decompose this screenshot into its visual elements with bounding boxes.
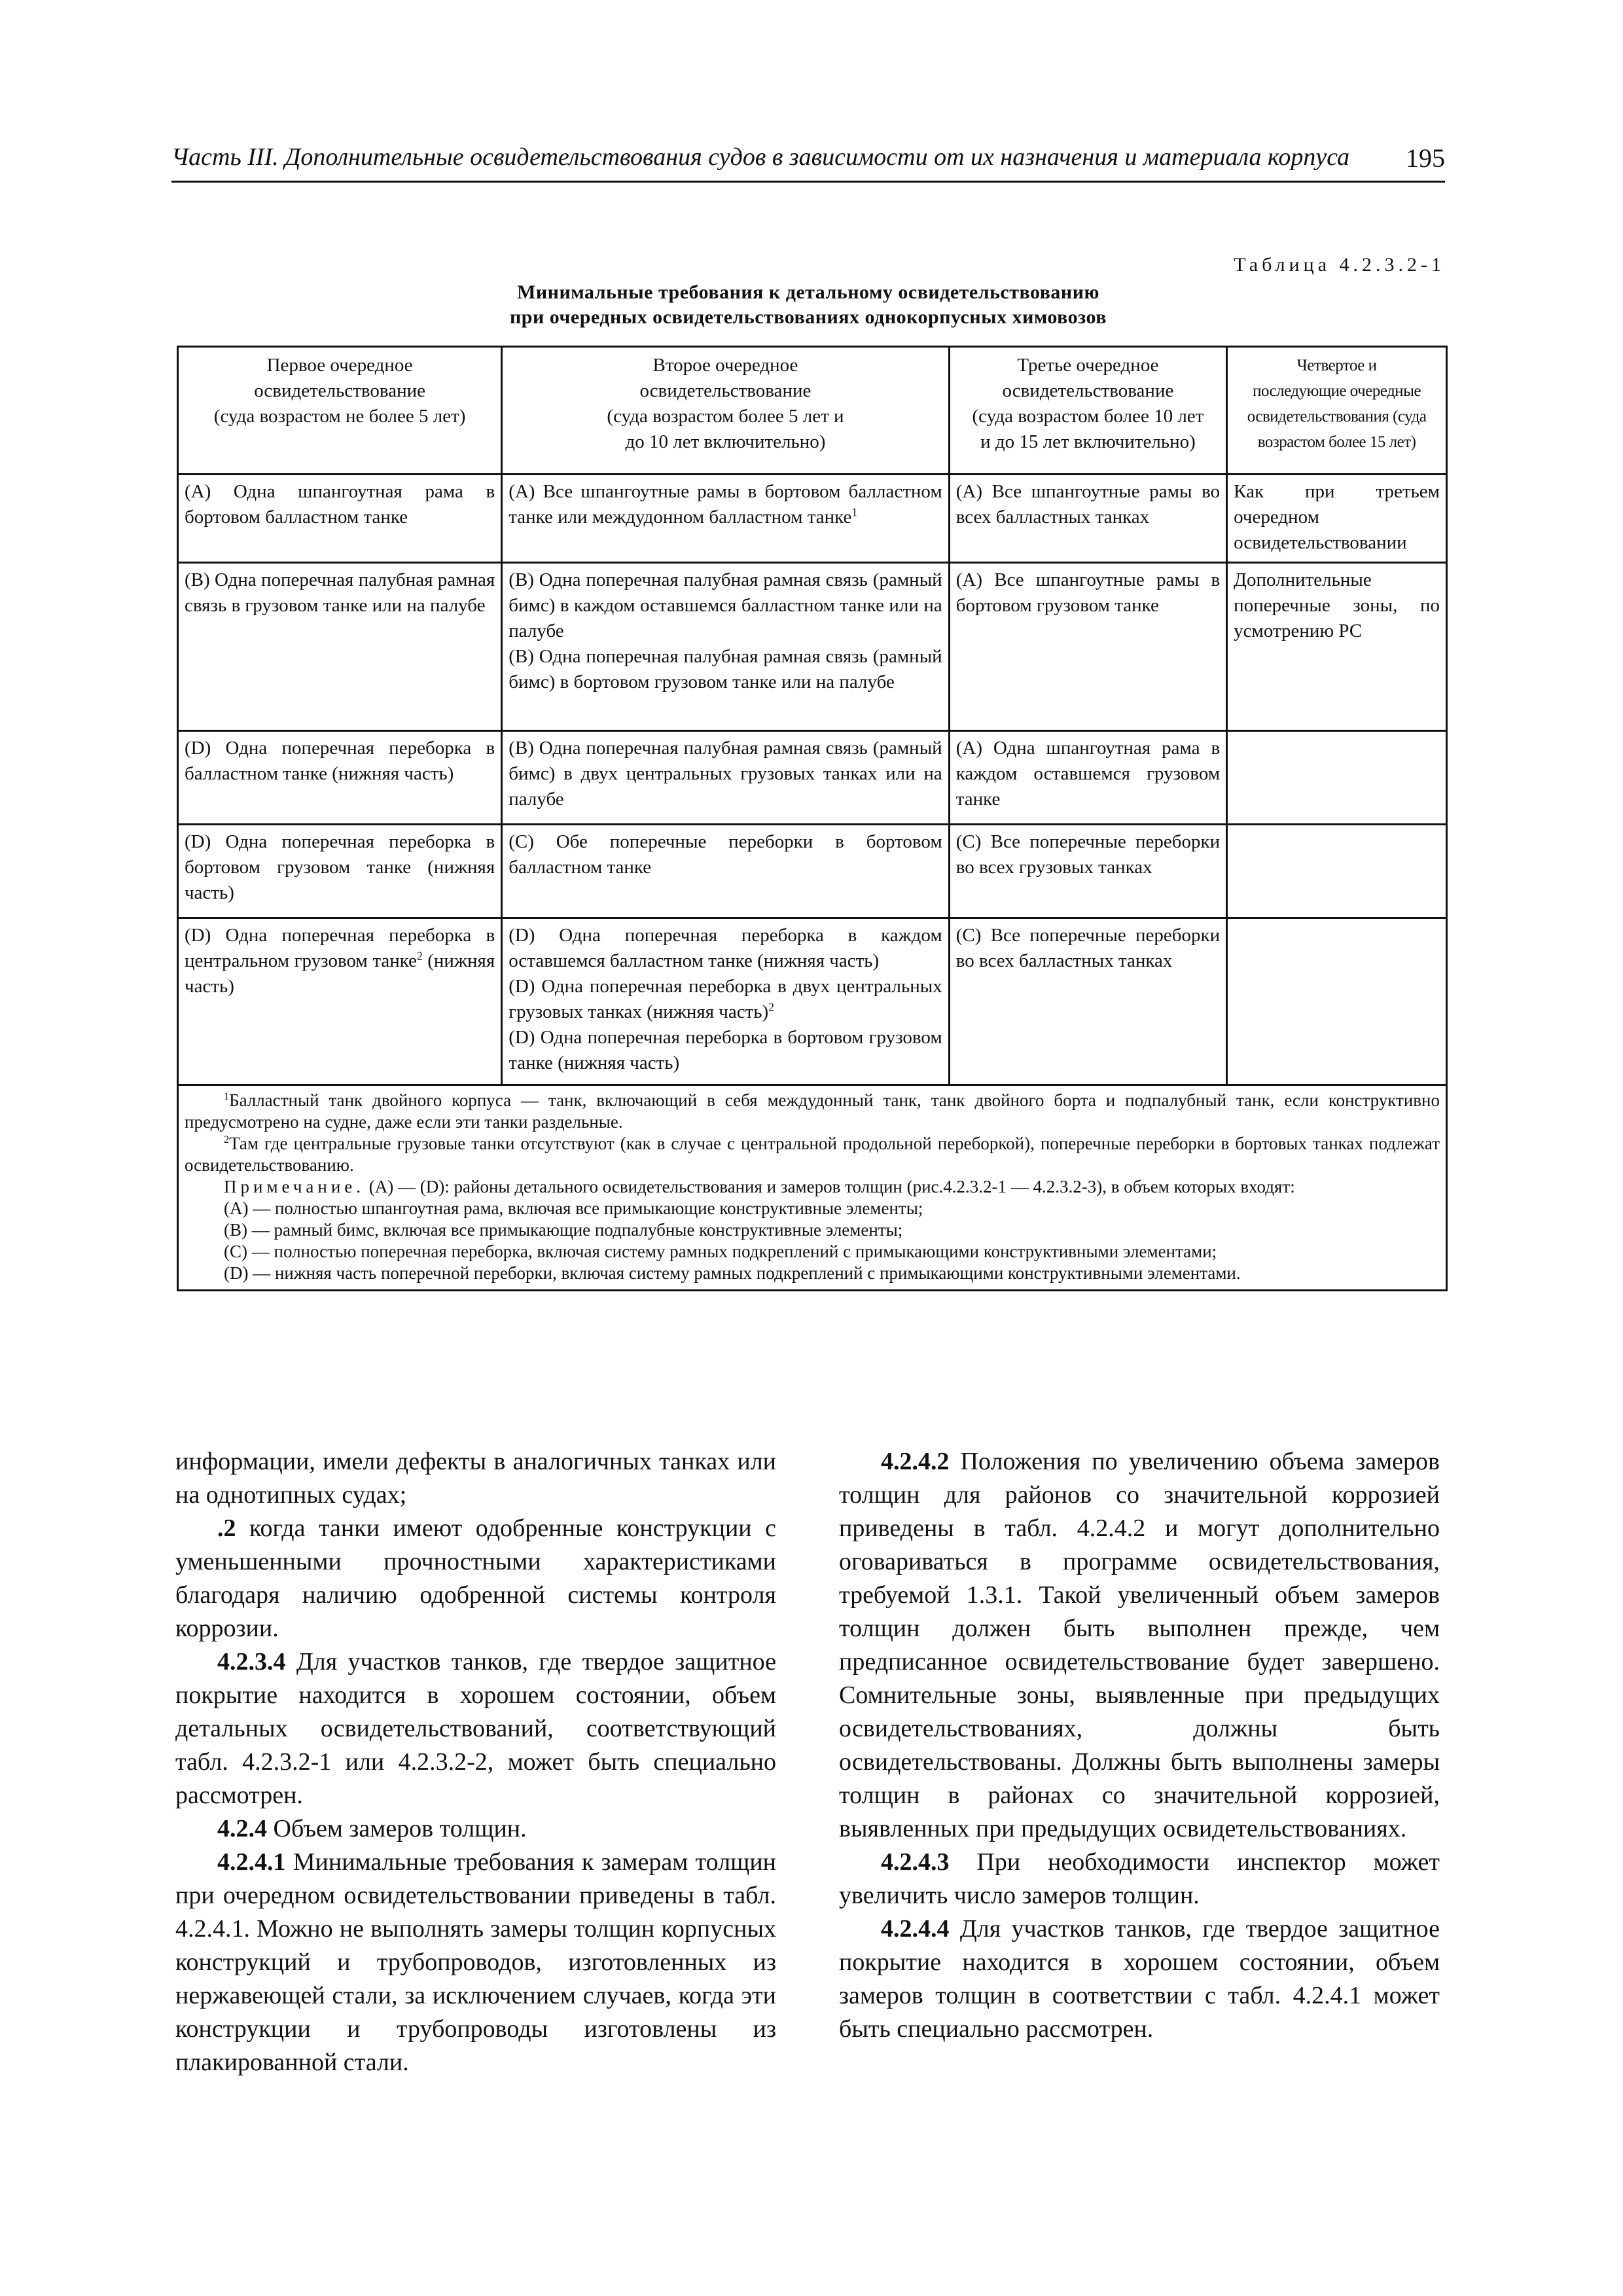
paragraph-text: Минимальные требования к замерам толщин при очередном освидетельствовании приведены в табл. 4.2.4.1. Можно не выполнять замеры толщин корпусных конструкций и трубопроводов, изготовленных из нержавеющей стали, за исключением случаев, когда эти конструкции и трубопроводы изготовлены из плакированной стали. xyxy=(175,1848,776,2076)
footnote-ref: 2 xyxy=(768,1000,774,1014)
table-cell xyxy=(502,825,950,918)
paragraph-text: когда танки имеют одобренные конструкции с уменьшенными прочностными характеристиками благодаря наличию одобренной системы контроля коррозии. xyxy=(175,1515,776,1642)
remark-item-a: (A) — полностью шпангоутная рама, включая все примыкающие конструктивные элементы; xyxy=(224,1198,923,1218)
paragraph xyxy=(175,1846,776,2079)
table-cell xyxy=(949,475,1226,563)
table-row xyxy=(178,918,1447,1085)
header-fourth-survey xyxy=(1227,347,1447,475)
header-line: освидетельствование xyxy=(639,380,812,401)
cell-text: (C) Обе поперечные переборки в бортовом балластном танке xyxy=(508,831,942,878)
page-number: 195 xyxy=(1406,143,1445,173)
header-line: Третье очередное xyxy=(1017,355,1159,376)
table-row xyxy=(178,563,1447,731)
table-cell xyxy=(949,731,1226,825)
table-cell xyxy=(1227,475,1447,563)
cell-text xyxy=(185,923,495,999)
footnote-mark: 2 xyxy=(224,1134,230,1145)
header-line: освидетельствования (суда xyxy=(1247,408,1427,425)
cell-text: Как при третьем очередном освидетельствовании xyxy=(1234,481,1440,553)
table-cell xyxy=(178,475,502,563)
table-cell xyxy=(502,475,950,563)
paragraph-number: .2 xyxy=(217,1515,236,1542)
cell-text: (A) Одна шпангоутная рама в каждом оставшемся грузовом танке xyxy=(955,738,1221,810)
cell-text-span: (D) Одна поперечная переборка в двух центральных грузовых танках (нижняя часть) xyxy=(508,976,942,1022)
header-line: освидетельствование xyxy=(254,380,425,401)
paragraph-text: Для участков танков, где твердое защитное покрытие находится в хорошем состоянии, объем замеров толщин в соответствии с табл. 4.2.4.1 может быть специально рассмотрен. xyxy=(839,1915,1440,2043)
remark-item-b: (B) — рамный бимс, включая все примыкающие подпалубные конструктивные элементы; xyxy=(224,1220,903,1240)
table-cell xyxy=(502,731,950,825)
paragraph xyxy=(175,1645,776,1812)
table-label: Таблица 4.2.3.2-1 xyxy=(1234,254,1445,276)
cell-text: (C) Все поперечные переборки во всех балластных танках xyxy=(955,925,1221,971)
table-cell xyxy=(178,563,502,731)
cell-text-span: (A) Все шпангоутные рамы в бортовом балластном танке или междудонном балластном танке xyxy=(508,481,942,528)
header-line: освидетельствование xyxy=(1002,380,1174,401)
cell-text-span: (D) Одна поперечная переборка в центральном грузовом танке xyxy=(185,925,495,971)
table-header-row xyxy=(178,347,1447,475)
paragraph xyxy=(175,1512,776,1645)
cell-text: (C) Все поперечные переборки во всех грузовых танках xyxy=(955,831,1221,878)
paragraph-text: При необходимости инспектор может увеличить число замеров толщин. xyxy=(839,1848,1440,1909)
remark-label: Примечание. xyxy=(224,1177,365,1196)
paragraph-text: Объем замеров толщин. xyxy=(267,1815,527,1842)
cell-text: (D) Одна поперечная переборка в бортовом грузовом танке (нижняя часть) xyxy=(185,831,495,903)
header-line: и до 15 лет включительно) xyxy=(980,431,1196,452)
paragraph-number: 4.2.4.4 xyxy=(881,1915,950,1943)
table-cell xyxy=(178,825,502,918)
footnote-text: Там где центральные грузовые танки отсутствуют (как в случае с центральной продольной переборкой), поперечные переборки в бортовых танках подлежат освидетельствованию. xyxy=(185,1134,1440,1175)
paragraph-number: 4.2.3.4 xyxy=(217,1648,286,1676)
running-header-title: Часть III. Дополнительные освидетельствования судов в зависимости от их назначения и материала корпуса xyxy=(171,143,1350,171)
header-line: Второе очередное xyxy=(652,355,798,376)
table-caption-line2: при очередных освидетельствованиях однокорпусных химовозов xyxy=(509,306,1107,328)
cell-text xyxy=(508,479,942,530)
table-cell xyxy=(178,918,502,1085)
cell-text: (B) Одна поперечная палубная рамная связь (рамный бимс) в каждом оставшемся балластном танке или на палубе xyxy=(508,569,942,641)
remark-text: (A) — (D): районы детального освидетельствования и замеров толщин (рис.4.2.3.2-1 — 4.2.3.2-3), в объем которых входят: xyxy=(365,1177,1295,1196)
remark-item-c: (C) — полностью поперечная переборка, включая систему рамных подкреплений с примыкающими конструктивными элементами; xyxy=(224,1242,1217,1261)
cell-text: (D) Одна поперечная переборка в каждом оставшемся балластном танке (нижняя часть) xyxy=(508,925,942,971)
header-line: Четвертое и xyxy=(1296,357,1377,374)
paragraph xyxy=(839,1846,1440,1912)
paragraph-number: 4.2.4.2 xyxy=(881,1448,950,1475)
header-second-survey xyxy=(502,347,950,475)
requirements-table xyxy=(177,346,1448,1291)
cell-text xyxy=(508,974,942,1025)
section-heading xyxy=(175,1812,776,1846)
cell-text: (D) Одна поперечная переборка в бортовом грузовом танке (нижняя часть) xyxy=(508,1027,942,1073)
header-line: возрастом более 15 лет) xyxy=(1257,433,1416,451)
table-row xyxy=(178,825,1447,918)
paragraph-text: информации, имели дефекты в аналогичных танках или на однотипных судах; xyxy=(175,1448,776,1509)
header-third-survey xyxy=(949,347,1226,475)
paragraph xyxy=(839,1912,1440,2046)
table-cell xyxy=(949,825,1226,918)
table-row xyxy=(178,731,1447,825)
cell-text: (B) Одна поперечная палубная рамная связь (рамный бимс) в бортовом грузовом танке или на палубе xyxy=(508,646,942,692)
body-column-right xyxy=(839,1445,1440,2046)
paragraph-number: 4.2.4 xyxy=(217,1815,267,1842)
header-line: последующие очередные xyxy=(1253,382,1421,400)
table-cell xyxy=(502,918,950,1085)
footnote-mark: 1 xyxy=(224,1090,230,1102)
cell-text: (B) Одна поперечная палубная рамная связь в грузовом танке или на палубе xyxy=(185,569,495,616)
cell-text: (A) Все шпангоутные рамы в бортовом грузовом танке xyxy=(955,569,1221,616)
header-line: Первое очередное xyxy=(266,355,413,376)
paragraph-text: Положения по увеличению объема замеров толщин для районов со значительной коррозией приведены в табл. 4.2.4.2 и могут дополнительно оговариваться в программе освидетельствования, требуемой 1.3.1. Такой увеличенный объем замеров толщин должен быть выполнен прежде, чем предписанное освидетельствование будет завершено. Сомнительные зоны, выявленные при предыдущих освидетельствованиях, должны быть освидетельствованы. Должны быть выполнены замеры толщин в районах со значительной коррозией, выявленных при предыдущих освидетельствованиях. xyxy=(839,1448,1440,1842)
table-cell xyxy=(1227,563,1447,731)
footnote-1 xyxy=(185,1090,1440,1133)
cell-text: (A) Одна шпангоутная рама в бортовом балластном танке xyxy=(185,481,495,528)
cell-text: Дополнительные поперечные зоны, по усмотрению РС xyxy=(1234,569,1440,641)
table-notes-row xyxy=(178,1085,1447,1291)
footnote-text: Балластный танк двойного корпуса — танк, включающий в себя междудонный танк, танк двойного борта и подпалубный танк, если конструктивно предусмотрено на судне, даже если эти танки раздельные. xyxy=(185,1090,1440,1132)
cell-text: (A) Все шпангоутные рамы во всех балластных танках xyxy=(955,481,1221,528)
paragraph-number: 4.2.4.1 xyxy=(217,1848,286,1876)
table-cell xyxy=(1227,731,1447,825)
header-line: (суда возрастом более 5 лет и xyxy=(607,406,844,427)
header-first-survey xyxy=(178,347,502,475)
table-cell xyxy=(949,563,1226,731)
cell-text: (B) Одна поперечная палубная рамная связь (рамный бимс) в двух центральных грузовых танках или на палубе xyxy=(508,738,942,810)
paragraph-number: 4.2.4.3 xyxy=(881,1848,950,1876)
table-cell xyxy=(178,731,502,825)
remark-item-d: (D) — нижняя часть поперечной переборки, включая систему рамных подкреплений с примыкающими конструктивными элементами. xyxy=(224,1263,1241,1283)
table-cell xyxy=(502,563,950,731)
paragraph xyxy=(839,1445,1440,1846)
header-line: (суда возрастом более 10 лет xyxy=(972,406,1204,427)
paragraph-text: Для участков танков, где твердое защитное покрытие находится в хорошем состоянии, объем детальных освидетельствований, соответствующий табл. 4.2.3.2-1 или 4.2.3.2-2, может быть специально рассмотрен. xyxy=(175,1648,776,1809)
table-cell xyxy=(1227,825,1447,918)
running-header xyxy=(171,143,1445,183)
footnote-2 xyxy=(185,1133,1440,1176)
header-line: (суда возрастом не более 5 лет) xyxy=(213,406,466,427)
cell-text: (D) Одна поперечная переборка в балластном танке (нижняя часть) xyxy=(185,738,495,784)
table-caption-line1: Минимальные требования к детальному освидетельствованию xyxy=(517,281,1099,303)
paragraph xyxy=(175,1445,776,1512)
header-line: до 10 лет включительно) xyxy=(625,431,826,452)
cell-text-span: (нижняя часть) xyxy=(185,950,495,997)
remark xyxy=(185,1176,1440,1198)
footnote-ref: 2 xyxy=(416,949,423,963)
table-row xyxy=(178,475,1447,563)
table-notes xyxy=(178,1085,1447,1291)
table-cell xyxy=(949,918,1226,1085)
body-column-left xyxy=(175,1445,776,2079)
table-cell xyxy=(1227,918,1447,1085)
footnote-ref: 1 xyxy=(851,505,858,519)
